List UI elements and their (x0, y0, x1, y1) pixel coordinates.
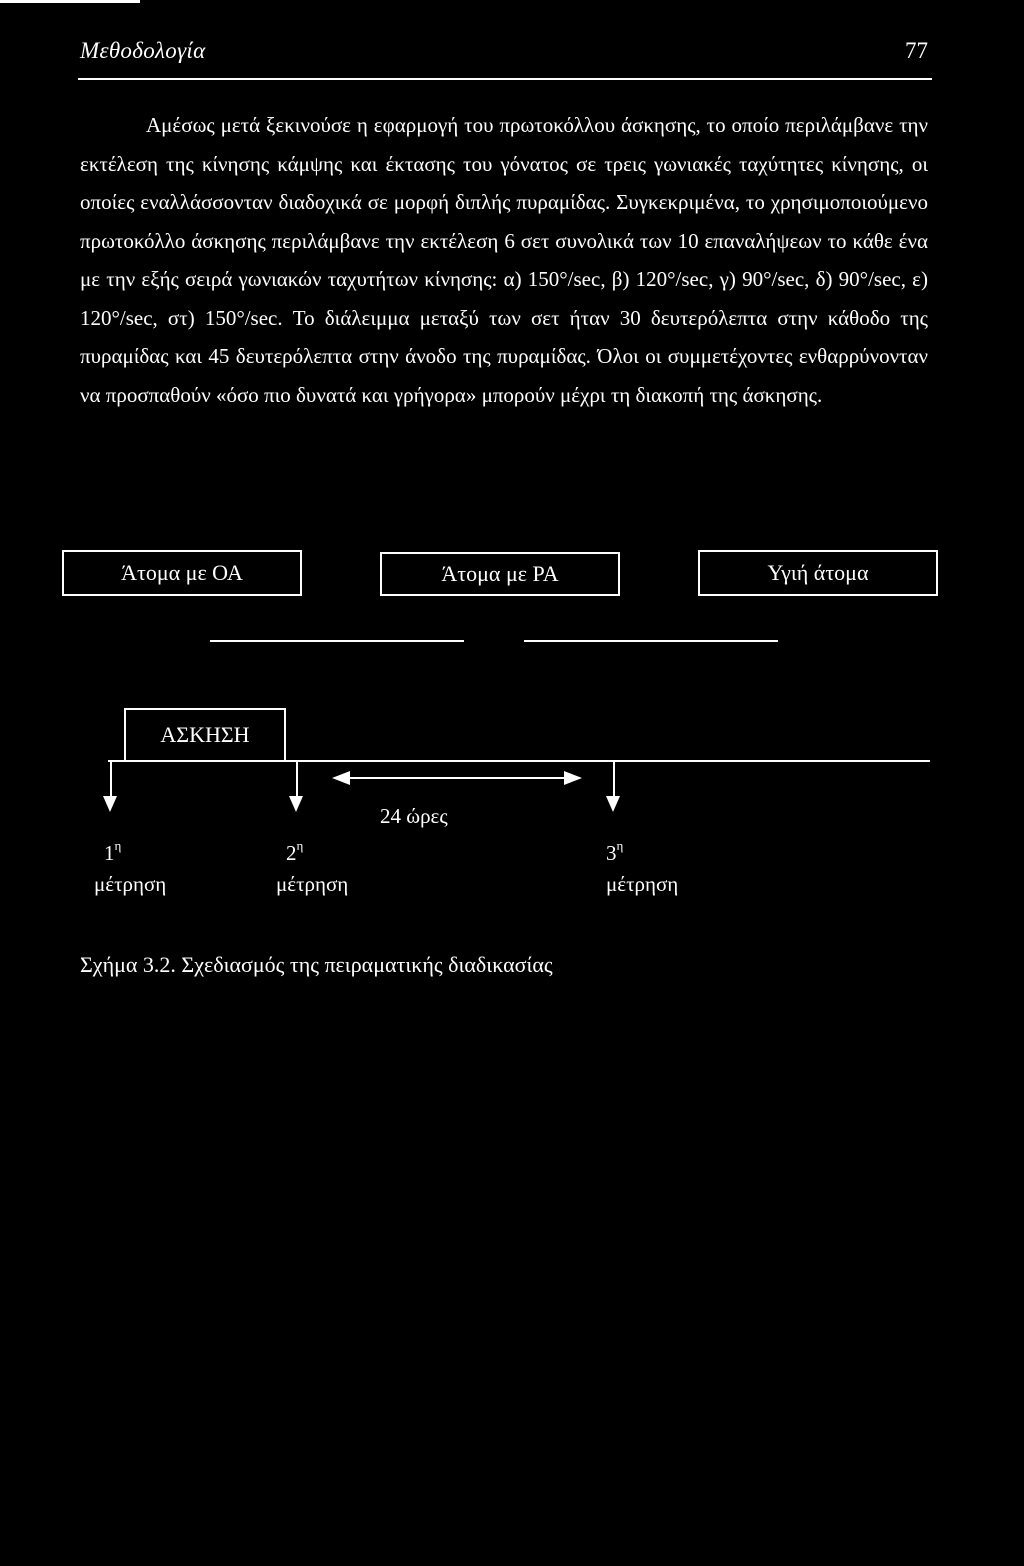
figure-caption: Σχήμα 3.2. Σχεδιασμός της πειραματικής διαδικασίας (80, 952, 553, 977)
group-label-ra: Άτομα με ΡΑ (441, 561, 559, 586)
arrowhead-measurement-3 (606, 796, 620, 812)
arrowhead-measurement-1 (103, 796, 117, 812)
running-header-title: Μεθοδολογία (80, 38, 206, 63)
arrowhead-measurement-2 (289, 796, 303, 812)
interval-arrowhead-left (332, 771, 350, 785)
exercise-label: ΑΣΚΗΣΗ (160, 722, 250, 747)
group-label-healthy: Υγιή άτομα (767, 560, 869, 585)
measurement-2-ordinal: $2^\eta$ (286, 838, 304, 865)
interval-arrowhead-right (564, 771, 582, 785)
measurement-2-label: μέτρηση (276, 872, 349, 896)
group-label-oa: Άτομα με ΟΑ (121, 560, 243, 585)
measurement-3-ordinal: $3^\eta$ (606, 838, 624, 865)
interval-label: 24 ώρες (380, 804, 448, 828)
measurement-3-label: μέτρηση (606, 872, 679, 896)
measurement-1-label: μέτρηση (94, 872, 167, 896)
measurement-1-ordinal: $1^\eta$ (104, 838, 122, 865)
page-number: 77 (905, 38, 928, 63)
body-paragraph: Αμέσως μετά ξεκινούσε η εφαρμογή του πρωτοκόλλου άσκησης, το οποίο περιλάμβανε την εκτέλεση της κίνησης κάμψης και έκτασης του γόνατος σε τρεις γωνιακές ταχύτητες κίνησης, οι οποίες εναλλάσσονταν διαδοχικά σε μορφή διπλής πυραμίδας. Συγκεκριμένα, το χρησιμοποιούμενο πρωτοκόλλο άσκησης περιλάμβανε την εκτέλεση 6 σετ συνολικά των 10 επαναλήψεων το κάθε ένα με την εξής σειρά γωνιακών ταχυτήτων κίνησης: α) 150°/sec, β) 120°/sec, γ) 90°/sec, δ) 90°/sec, ε) 120°/sec, στ) 150°/sec. Το διάλειμμα μεταξύ των σετ ήταν 30 δευτερόλεπτα στην κάθοδο της πυραμίδας και 45 δευτερόλεπτα στην άνοδο της πυραμίδας. Όλοι οι συμμετέχοντες ενθαρρύνονταν να προσπαθούν «όσο πιο δυνατά και γρήγορα» μπορούν μέχρι τη διακοπή της άσκησης. (80, 113, 928, 407)
